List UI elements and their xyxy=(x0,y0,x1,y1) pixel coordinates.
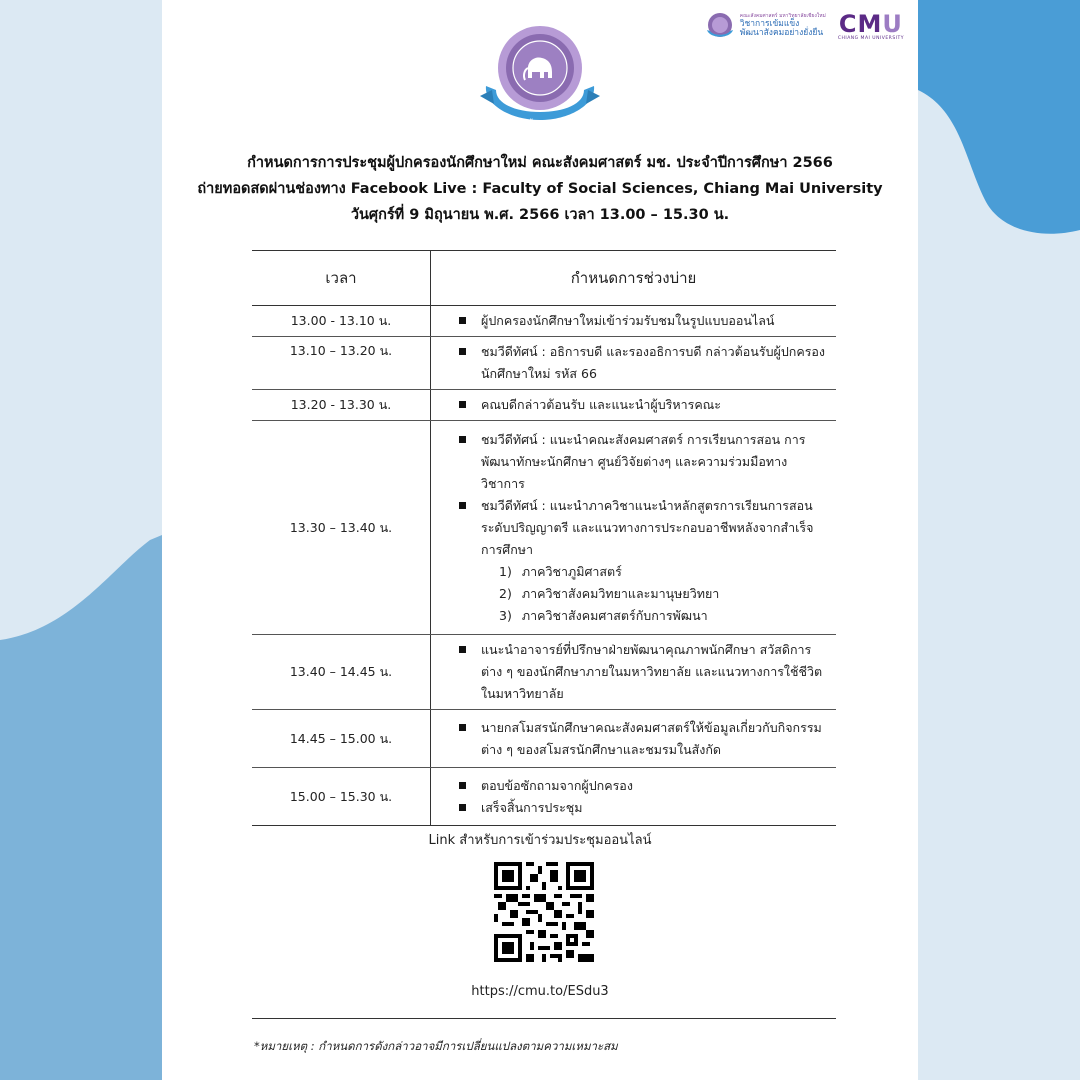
heading-line-3: วันศุกร์ที่ 9 มิถุนายน พ.ศ. 2566 เวลา 13.00 – 15.30 น. xyxy=(350,207,730,223)
qr-code-icon[interactable] xyxy=(494,862,594,962)
list-number: 2) xyxy=(499,585,512,601)
ss-logo-line2: วิชาการเข้มแข็ง xyxy=(739,18,800,29)
department-list xyxy=(459,561,830,627)
cmu-mark-cm: CM xyxy=(838,9,883,38)
social-sciences-emblem-icon xyxy=(704,10,736,42)
time-cell: 13.40 – 14.45 น. xyxy=(252,635,431,710)
agenda-item: เสร็จสิ้นการประชุม xyxy=(459,797,830,819)
agenda-item: แนะนำอาจารย์ที่ปรึกษาฝ่ายพัฒนาคุณภาพนักศึกษา สวัสดิการต่าง ๆ ของนักศึกษาภายในมหาวิทยาลัย และแนวทางการใช้ชีวิตในมหาวิทยาลัย xyxy=(459,639,830,705)
list-item xyxy=(499,583,830,605)
table-row xyxy=(252,710,836,768)
time-column-header: เวลา xyxy=(252,251,431,306)
table-row xyxy=(252,390,836,421)
list-item xyxy=(499,561,830,583)
left-blue-blob xyxy=(0,535,162,1080)
time-cell: 13.10 – 13.20 น. xyxy=(252,337,431,390)
table-row xyxy=(252,635,836,710)
agenda-cell xyxy=(431,306,837,337)
meeting-url-link[interactable]: https://cmu.to/ESdu3 xyxy=(471,984,609,999)
cmu-mark-u: U xyxy=(882,9,903,38)
agenda-cell xyxy=(431,635,837,710)
agenda-column-header: กำหนดการช่วงบ่าย xyxy=(431,251,837,306)
agenda-item: ชมวีดีทัศน์ : แนะนำภาควิชาแนะนำหลักสูตรการเรียนการสอนระดับปริญญาตรี และแนวทางการประกอบอาชีพหลังจากสำเร็จการศึกษา xyxy=(459,495,830,561)
agenda-cell xyxy=(431,421,837,635)
partner-logos xyxy=(704,10,904,42)
time-cell: 13.20 - 13.30 น. xyxy=(252,390,431,421)
list-text: ภาควิชาสังคมวิทยาและมานุษยวิทยา xyxy=(521,585,720,601)
agenda-cell xyxy=(431,768,837,826)
schedule-table xyxy=(252,250,836,826)
cmu-logo xyxy=(837,9,904,41)
agenda-item: ชมวีดีทัศน์ : แนะนำคณะสังคมศาสตร์ การเรียนการสอน การพัฒนาทักษะนักศึกษา ศูนย์วิจัยต่างๆ และความร่วมมือทางวิชาการ xyxy=(459,429,830,495)
ss-logo-line3: พัฒนาสังคมอย่างยั่งยืน xyxy=(739,27,824,38)
time-cell: 13.00 - 13.10 น. xyxy=(252,306,431,337)
agenda-cell xyxy=(431,337,837,390)
faculty-seal-logo xyxy=(480,24,600,132)
list-text: ภาควิชาสังคมศาสตร์กับการพัฒนา xyxy=(521,607,708,623)
agenda-cell xyxy=(431,390,837,421)
agenda-item: ตอบข้อซักถามจากผู้ปกครอง xyxy=(459,775,830,797)
table-row xyxy=(252,306,836,337)
list-number: 3) xyxy=(499,607,512,623)
ss-logo-line1: คณะสังคมศาสตร์ มหาวิทยาลัยเชียงใหม่ xyxy=(739,13,826,20)
cmu-subtitle: CHIANG MAI UNIVERSITY xyxy=(837,35,904,41)
announcement-heading xyxy=(162,150,918,228)
list-item xyxy=(499,605,830,627)
time-cell: 14.45 – 15.00 น. xyxy=(252,710,431,768)
table-row xyxy=(252,421,836,635)
agenda-cell xyxy=(431,710,837,768)
agenda-item: ผู้ปกครองนักศึกษาใหม่เข้าร่วมรับชมในรูปแบบออนไลน์ xyxy=(459,310,830,332)
table-row xyxy=(252,337,836,390)
agenda-item: ชมวีดีทัศน์ : อธิการบดี และรองอธิการบดี กล่าวต้อนรับผู้ปกครองนักศึกษาใหม่ รหัส 66 xyxy=(459,341,830,385)
social-sciences-logo xyxy=(704,10,826,42)
footer-divider xyxy=(252,1018,836,1019)
footnote: *หมายเหตุ : กำหนดการดังกล่าวอาจมีการเปลี่ยนแปลงตามความเหมาะสม xyxy=(254,1039,618,1053)
heading-line-1: กำหนดการการประชุมผู้ปกครองนักศึกษาใหม่ คณะสังคมศาสตร์ มช. ประจำปีการศึกษา 2566 xyxy=(247,155,833,171)
agenda-item: คณบดีกล่าวต้อนรับ และแนะนำผู้บริหารคณะ xyxy=(459,394,830,416)
time-cell: 15.00 – 15.30 น. xyxy=(252,768,431,826)
time-cell: 13.30 – 13.40 น. xyxy=(252,421,431,635)
online-link-label: Link สำหรับการเข้าร่วมประชุมออนไลน์ xyxy=(428,833,652,848)
agenda-item: นายกสโมสรนักศึกษาคณะสังคมศาสตร์ให้ข้อมูลเกี่ยวกับกิจกรรมต่าง ๆ ของสโมสรนักศึกษาและชมรมในสังกัด xyxy=(459,717,830,761)
list-text: ภาควิชาภูมิศาสตร์ xyxy=(521,563,622,579)
seal-banner-text: คณะสังคมศาสตร์ xyxy=(513,118,567,126)
table-header-row xyxy=(252,251,836,306)
announcement-sheet xyxy=(162,0,918,1080)
list-number: 1) xyxy=(499,563,512,579)
right-blue-blob xyxy=(918,0,1080,234)
table-row xyxy=(252,768,836,826)
heading-line-2: ถ่ายทอดสดผ่านช่องทาง Facebook Live : Faculty of Social Sciences, Chiang Mai University xyxy=(197,181,883,197)
